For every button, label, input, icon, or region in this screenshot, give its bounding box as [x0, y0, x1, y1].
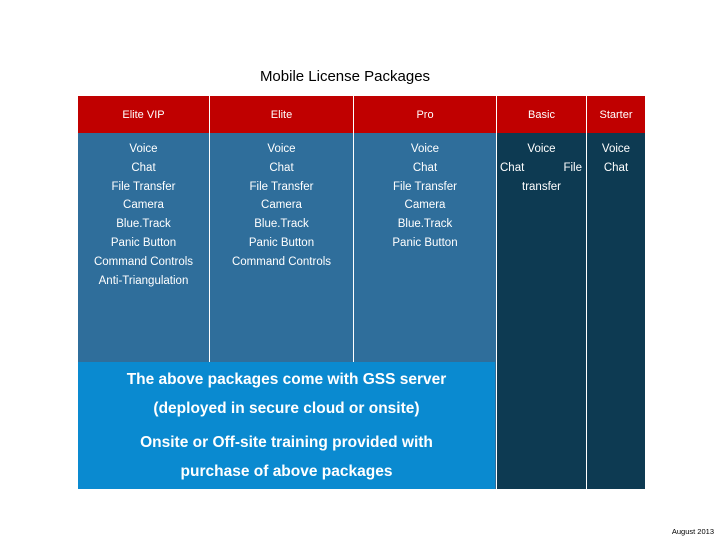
- column-basic: [496, 133, 586, 489]
- feature-item: Voice: [129, 143, 158, 155]
- header-basic: Basic: [496, 96, 586, 133]
- page-title: Mobile License Packages: [259, 68, 431, 85]
- banner-line: The above packages come with GSS server: [126, 371, 447, 388]
- feature-item: Camera: [261, 199, 302, 212]
- feature-item: File Transfer: [249, 180, 314, 193]
- feature-item: File Transfer: [111, 180, 176, 193]
- feature-item: transfer: [522, 180, 561, 193]
- feature-item: Voice: [601, 143, 631, 155]
- feature-item: Blue.Track: [254, 218, 309, 231]
- feature-item: Camera: [404, 199, 446, 212]
- feature-item: Panic Button: [110, 236, 177, 249]
- feature-item: File Transfer: [393, 180, 457, 193]
- banner-line: Onsite or Off-site training provided with: [140, 434, 433, 451]
- banner-line: purchase of above packages: [180, 463, 393, 480]
- feature-item: Camera: [123, 199, 164, 212]
- feature-item: Voice: [527, 143, 556, 155]
- feature-item: Chat: [603, 161, 629, 174]
- feature-item-row: [497, 159, 586, 178]
- info-banner: [78, 362, 495, 489]
- header-pro: Pro: [353, 96, 496, 133]
- feature-item: Chat: [269, 161, 294, 174]
- feature-item: Panic Button: [248, 236, 315, 249]
- header-starter: Starter: [586, 96, 645, 133]
- header-elite-vip: Elite VIP: [78, 96, 209, 133]
- feature-item: Panic Button: [392, 236, 458, 249]
- feature-item: Blue.Track: [116, 218, 171, 231]
- feature-item: Voice: [267, 143, 296, 155]
- feature-item: Chat: [500, 161, 525, 174]
- feature-item: Command Controls: [93, 255, 194, 268]
- feature-item: File: [563, 161, 582, 174]
- feature-item: Anti-Triangulation: [98, 274, 189, 287]
- column-starter: [586, 133, 645, 489]
- feature-item: Blue.Track: [397, 218, 453, 231]
- feature-item: Command Controls: [231, 255, 332, 268]
- header-elite: Elite: [209, 96, 353, 133]
- feature-item: Chat: [131, 161, 156, 174]
- footer-date: August 2013: [671, 527, 714, 536]
- banner-line: (deployed in secure cloud or onsite): [153, 400, 420, 417]
- feature-item: Chat: [412, 161, 438, 174]
- feature-item: Voice: [410, 143, 440, 155]
